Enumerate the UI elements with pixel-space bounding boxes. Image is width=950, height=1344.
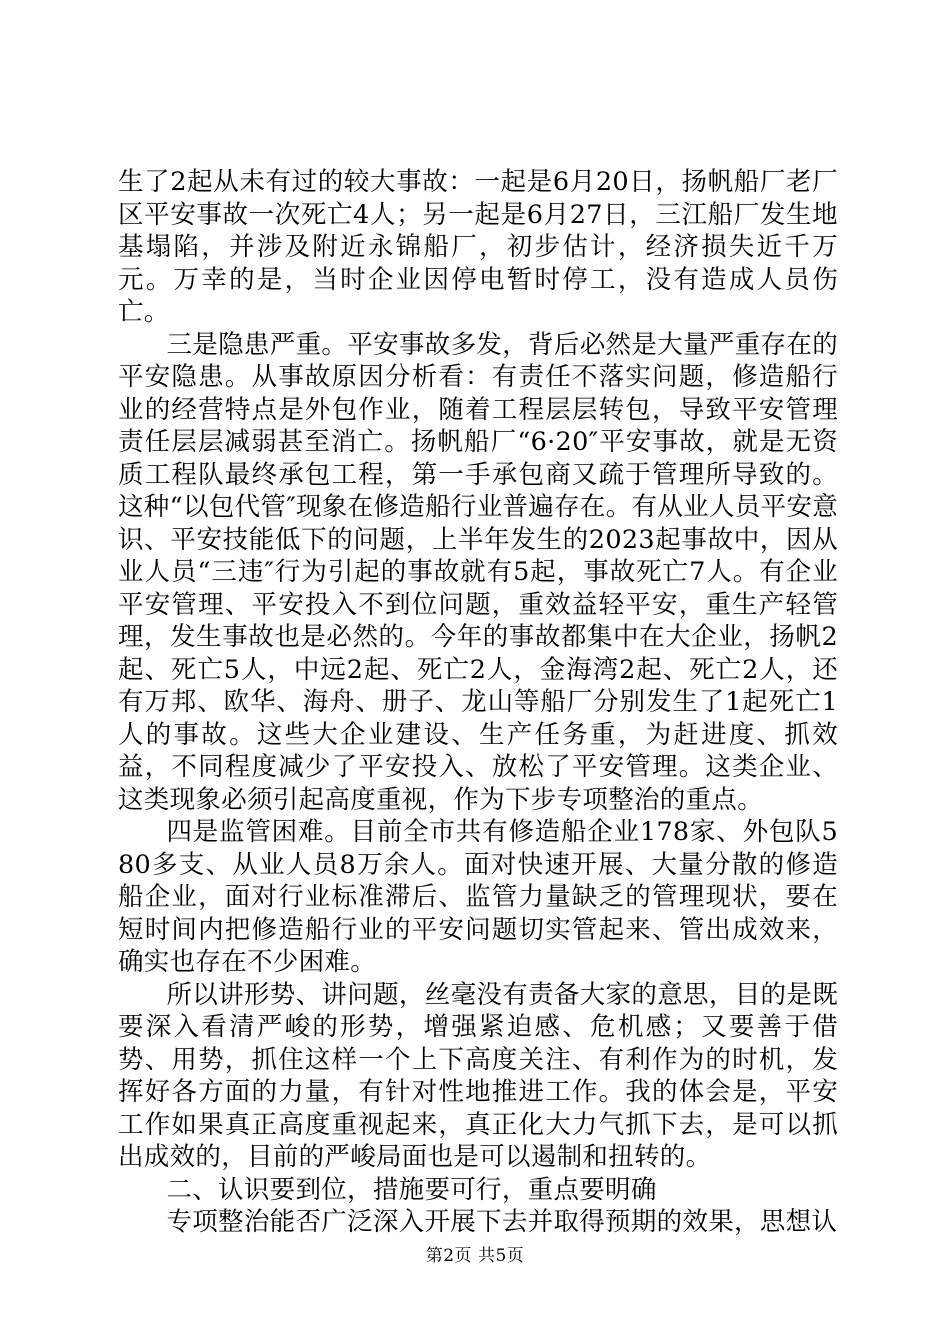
document-body [118,166,838,1239]
paragraph-hidden-dangers: 三是隐患严重。平安事故多发，背后必然是大量严重存在的平安隐患。从事故原因分析看：有责任不落实问题，修造船行业的经营特点是外包作业，随着工程层层转包，导致平安管理责任层层减弱甚至消亡。扬帆船厂“6·20″平安事故，就是无资质工程队最终承包工程，第一手承包商又疏于管理所导致的。这种“以包代管″现象在修造船行业普遍存在。有从业人员平安意识、平安技能低下的问题，上半年发生的2023起事故中，因从业人员“三违″行为引起的事故就有5起，事故死亡7人。有企业平安管理、平安投入不到位问题，重效益轻平安，重生产轻管理，发生事故也是必然的。今年的事故都集中在大企业，扬帆2起、死亡5人，中远2起、死亡2人，金海湾2起、死亡2人，还有万邦、欧华、海舟、册子、龙山等船厂分别发生了1起死亡1人的事故。这些大企业建设、生产任务重，为赶进度、抓效益，不同程度减少了平安投入、放松了平安管理。这类企业、这类现象必须引起高度重视，作为下步专项整治的重点。 [118,329,838,815]
page-number-footer: 第2页 共5页 [425,1246,525,1266]
paragraph-situation-summary: 所以讲形势、讲问题，丝毫没有责备大家的意思，目的是既要深入看清严峻的形势，增强紧迫感、危机感；又要善于借势、用势，抓住这样一个上下高度关注、有利作为的时机，发挥好各方面的力量，有针对性地推进工作。我的体会是，平安工作如果真正高度重视起来，真正化大力气抓下去，是可以抓出成效的，目前的严峻局面也是可以遏制和扭转的。 [118,979,838,1172]
paragraph-supervision-difficulty: 四是监管困难。目前全市共有修造船企业178家、外包队580多支、从业人员8万余人。面对快速开展、大量分散的修造船企业，面对行业标准滞后、监管力量缺乏的管理现状，要在短时间内把修造船行业的平安问题切实管起来、管出成效来，确实也存在不少困难。 [118,817,838,977]
paragraph-accident-summary: 生了2起从未有过的较大事故：一起是6月20日，扬帆船厂老厂区平安事故一次死亡4人；另一起是6月27日，三江船厂发生地基塌陷，并涉及附近永锦船厂，初步估计，经济损失近千万元。万幸的是，当时企业因停电暂时停工，没有造成人员伤亡。 [118,167,838,327]
section-heading: 二、认识要到位，措施要可行，重点要明确 [166,1174,657,1205]
paragraph-rectification: 专项整治能否广泛深入开展下去并取得预期的效果，思想认 [166,1207,838,1237]
